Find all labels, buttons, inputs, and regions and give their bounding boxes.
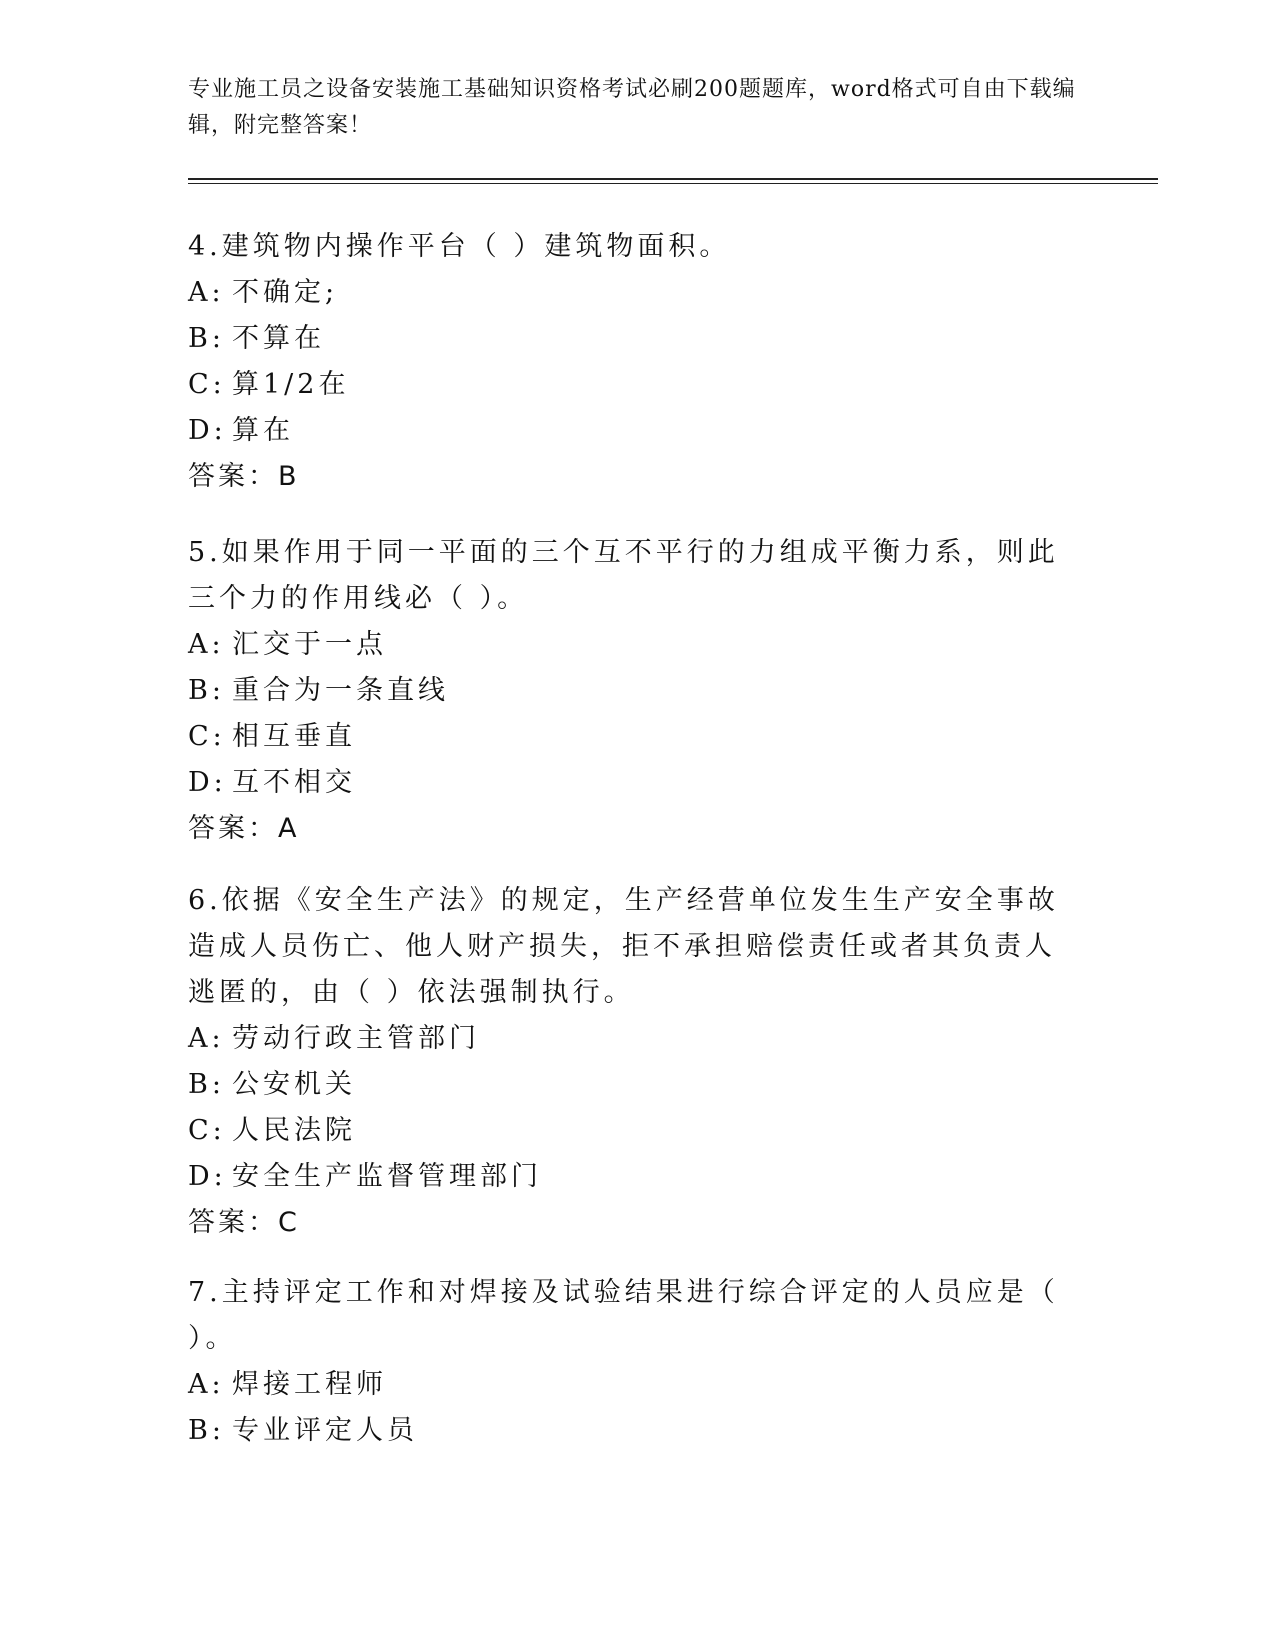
option-text: 汇交于一点	[232, 629, 387, 660]
option-letter: A:	[188, 1369, 225, 1400]
option-a	[188, 622, 1068, 668]
option-letter: A:	[188, 629, 225, 660]
option-text: 焊接工程师	[232, 1369, 387, 1400]
option-letter: D:	[188, 1161, 227, 1192]
option-a	[188, 1362, 1068, 1408]
question-stem: 7.主持评定工作和对焊接及试验结果进行综合评定的人员应是（ ）。	[188, 1277, 1059, 1354]
option-text: 重合为一条直线	[232, 675, 449, 706]
question-stem: 4.建筑物内操作平台（ ）建筑物面积。	[188, 231, 731, 262]
option-text: 算在	[232, 415, 294, 446]
option-text: 安全生产监督管理部门	[232, 1161, 542, 1192]
header-divider	[188, 178, 1158, 184]
question-5	[188, 530, 1068, 852]
option-text: 专业评定人员	[232, 1415, 418, 1446]
option-letter: B:	[188, 1069, 225, 1100]
option-a	[188, 1016, 1068, 1062]
option-text: 劳动行政主管部门	[232, 1023, 480, 1054]
option-letter: A:	[188, 277, 225, 308]
option-b	[188, 1408, 1068, 1454]
question-6	[188, 878, 1068, 1246]
question-stem: 6.依据《安全生产法》的规定，生产经营单位发生生产安全事故造成人员伤亡、他人财产损失，拒不承担赔偿责任或者其负责人逃匿的，由（ ）依法强制执行。	[188, 885, 1059, 1008]
option-d	[188, 408, 1068, 454]
option-text: 相互垂直	[232, 721, 356, 752]
option-a	[188, 270, 1068, 316]
answer-line: 答案：C	[188, 1207, 300, 1238]
option-d	[188, 1154, 1068, 1200]
option-c	[188, 714, 1068, 760]
option-c	[188, 1108, 1068, 1154]
option-text: 不确定;	[232, 277, 339, 308]
option-letter: C:	[188, 1115, 226, 1146]
option-b	[188, 668, 1068, 714]
document-header: 专业施工员之设备安装施工基础知识资格考试必刷200题题库，word格式可自由下载编辑，附完整答案！	[188, 77, 1076, 138]
option-letter: C:	[188, 721, 226, 752]
option-text: 算1/2在	[232, 369, 350, 400]
option-text: 互不相交	[232, 767, 356, 798]
option-text: 公安机关	[232, 1069, 356, 1100]
question-stem: 5.如果作用于同一平面的三个互不平行的力组成平衡力系，则此三个力的作用线必（ ）。	[188, 537, 1059, 614]
option-letter: B:	[188, 323, 225, 354]
option-c	[188, 362, 1068, 408]
option-b	[188, 316, 1068, 362]
answer-line: 答案：A	[188, 813, 300, 844]
question-4	[188, 224, 1068, 500]
option-letter: B:	[188, 675, 225, 706]
option-letter: C:	[188, 369, 226, 400]
option-letter: D:	[188, 415, 227, 446]
option-text: 不算在	[232, 323, 325, 354]
option-text: 人民法院	[232, 1115, 356, 1146]
option-letter: D:	[188, 767, 227, 798]
answer-line: 答案：B	[188, 461, 300, 492]
option-letter: B:	[188, 1415, 225, 1446]
option-d	[188, 760, 1068, 806]
question-7	[188, 1270, 1068, 1454]
option-b	[188, 1062, 1068, 1108]
option-letter: A:	[188, 1023, 225, 1054]
